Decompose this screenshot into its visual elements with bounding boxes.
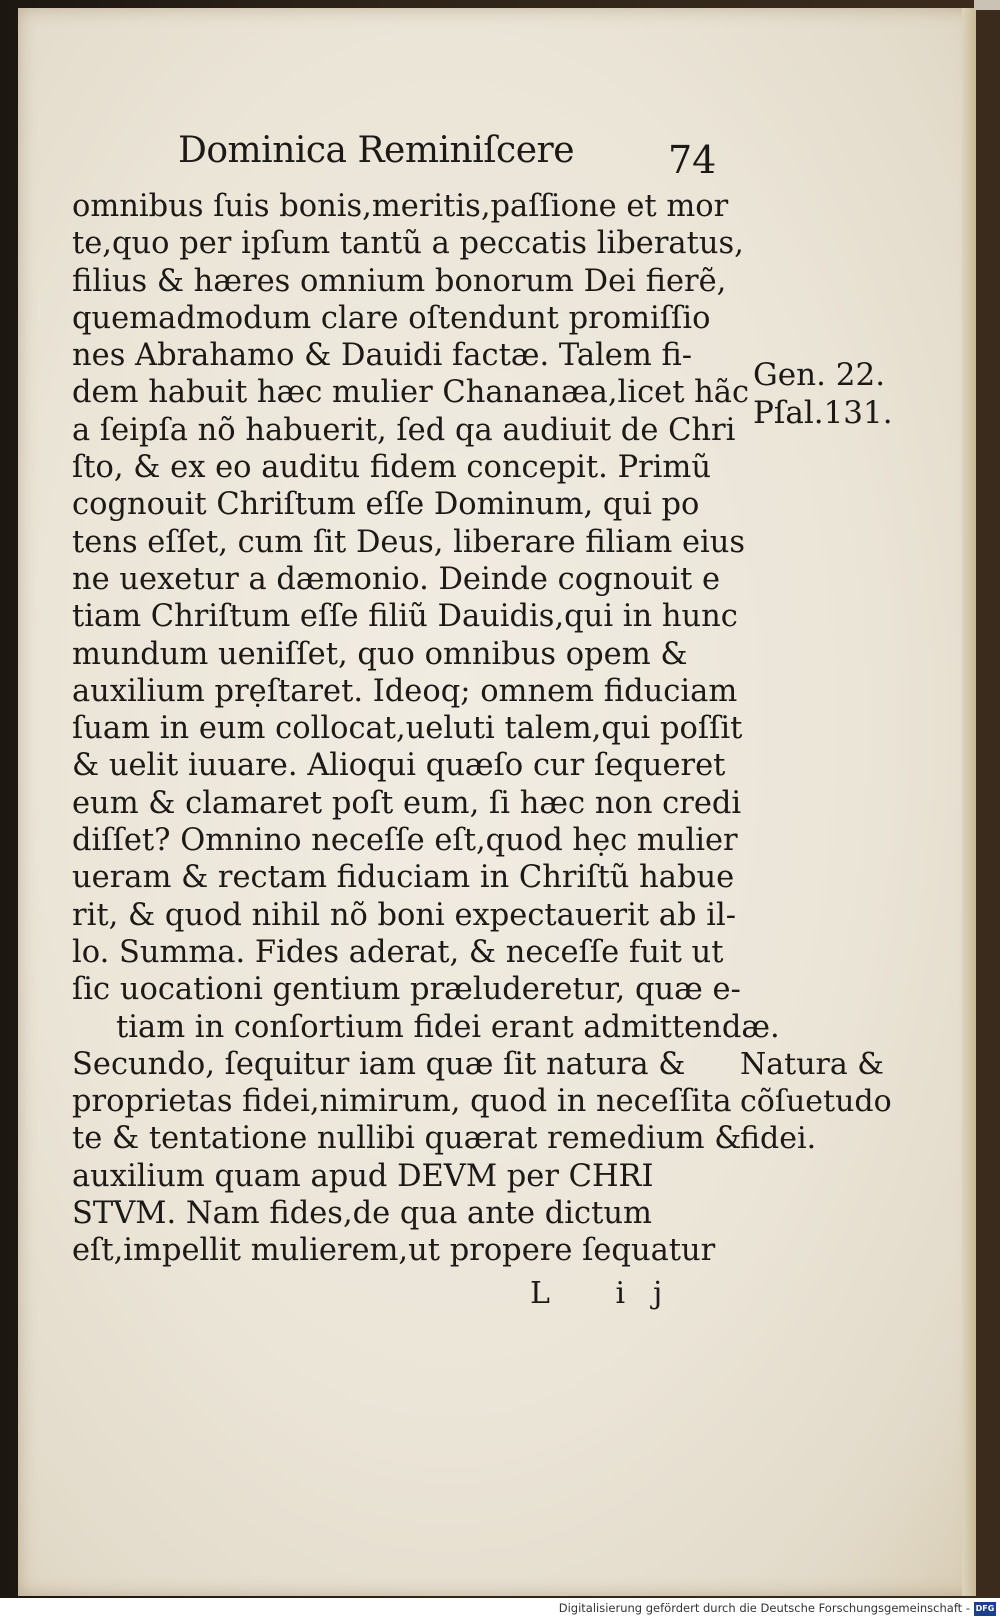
text-line: proprietas fidei,nimirum, quod in neceſſita [72, 1084, 732, 1120]
margin-note-line: Gen. 22. [753, 357, 886, 393]
text-line: te & tentatione nullibi quærat remedium & [72, 1121, 742, 1157]
text-line: STVM. Nam fides,de qua ante dictum [72, 1196, 652, 1232]
text-line: mundum ueniſſet, quo omnibus opem & [72, 636, 688, 672]
text-line: ueram & rectam fiduciam in Chriſtũ habue [72, 860, 735, 896]
text-line: eum & clamaret poſt eum, ſi hæc non credi [72, 785, 742, 821]
text-line: nes Abrahamo & Dauidi factæ. Talem fi- [72, 338, 693, 374]
margin-note-topic [740, 1046, 892, 1157]
margin-note-line: Pſal.131. [753, 395, 893, 431]
text-line: dem habuit hæc mulier Chananæa,licet hãc [72, 375, 750, 411]
book-page [18, 8, 976, 1596]
margin-note-references [753, 356, 893, 432]
page-header [178, 126, 738, 182]
text-line: cognouit Chriſtum eſſe Dominum, qui po [72, 487, 700, 523]
text-line: Secundo, ſequitur iam quæ ſit natura & [72, 1046, 686, 1082]
text-line: lo. Summa. Fides aderat, & neceſſe fuit ut [72, 934, 724, 970]
margin-note-line: Natura & [740, 1047, 884, 1082]
corner-scan-mark [974, 0, 1000, 10]
text-line: eſt,impellit mulierem,ut propere ſequatur [72, 1233, 716, 1269]
running-title: Dominica Reminiſcere [178, 130, 575, 171]
text-line: tens eſſet, cum ſit Deus, liberare filiam eius [72, 524, 746, 560]
signature-mark: L ij [530, 1276, 691, 1311]
page-edge [962, 8, 976, 1596]
margin-note-line: cõſuetudo [740, 1084, 892, 1119]
text-line: ne uexetur a dæmonio. Deinde cognouit e [72, 561, 721, 597]
text-line: te,quo per ipſum tantũ a peccatis liberatus, [72, 226, 744, 262]
text-line: & uelit iuuare. Alioqui quæſo cur ſequeret [72, 748, 726, 784]
text-line: ſic uocationi gentium præluderetur, quæ e- [72, 972, 741, 1008]
body-text [72, 188, 780, 1270]
footer-credit: Digitalisierung gefördert durch die Deutsche Forschungsgemeinschaft - [558, 1601, 970, 1615]
text-line: auxilium prẹſtaret. Ideoq; omnem fiduciam [72, 673, 738, 709]
dfg-logo-icon: DFG [974, 1602, 996, 1616]
text-line: ſuam in eum collocat,ueluti talem,qui poſſit [72, 711, 743, 747]
text-line: quemadmodum clare oſtendunt promiſſio [72, 300, 711, 336]
text-line: rit, & quod nihil nõ boni expectauerit ab il- [72, 897, 737, 933]
footer-band [0, 1598, 1000, 1623]
page-number: 74 [668, 138, 717, 182]
text-line: tiam in conſortium fidei erant admittendæ. [116, 1009, 780, 1045]
text-line: a ſeipſa nõ habuerit, ſed qa audiuit de Chri [72, 412, 736, 448]
text-line: omnibus ſuis bonis,meritis,paſſione et mor [72, 189, 729, 224]
text-line: auxilium quam apud DEVM per CHRI [72, 1158, 654, 1194]
text-line: tiam Chriſtum eſſe filiũ Dauidis,qui in hunc [72, 599, 738, 635]
text-line: diſſet? Omnino neceſſe eſt,quod hẹc mulier [72, 823, 738, 859]
text-line: ſto, & ex eo auditu fidem concepit. Primũ [72, 450, 711, 486]
margin-note-line: fidei. [740, 1121, 817, 1156]
text-line: filius & hæres omnium bonorum Dei fierẽ, [72, 263, 727, 299]
